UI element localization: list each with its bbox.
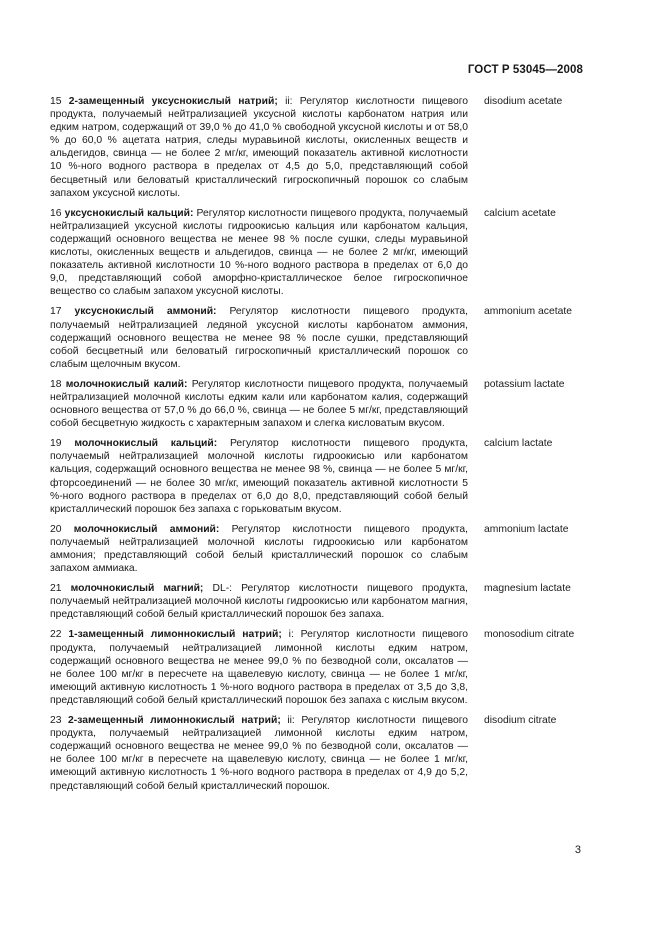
term-name: уксуснокислый аммоний: xyxy=(74,306,217,318)
term-name: 2-замещенный лимоннокислый натрий; xyxy=(68,715,281,727)
term-list xyxy=(50,95,590,800)
definition-text: Регулятор кислотности пищевого продукта, получаемый нейтрализацией молочной кислоты гидроокисью или карбонатом аммония; представляющий собой белый кристаллический порошок со слабым запахом аммиака. xyxy=(50,523,468,575)
english-equivalent: ammonium acetate xyxy=(484,306,572,318)
term-name: молочнокислый аммоний: xyxy=(73,523,220,535)
english-equivalent: calcium lactate xyxy=(484,438,553,450)
term-definition xyxy=(50,207,468,299)
definition-text: DL-: Регулятор кислотности пищевого продукта, получаемый нейтрализацией молочной кислоты гидроокисью или карбонатом магния, представляющий собой белый кристаллический порошок без запаха. xyxy=(50,583,468,621)
definition-text: Регулятор кислотности пищевого продукта, получаемый нейтрализацией молочной кислоты гидроокисью или карбонатом кальция, содержащий основного вещества не менее 98 %, свинца — не более 5 мг/кг, фторсоединений — не более 30 мг/кг, имеющий показатель активной кислотности 5 %-ного водного раствора в пределах от 6,0 до 8,0, представляющий собой белый кристаллический порошок без запаха с горьковатым вкусом. xyxy=(50,438,469,515)
term-number: 23 xyxy=(50,715,62,727)
term-entry xyxy=(50,305,590,370)
definition-text: ii: Регулятор кислотности пищевого продукта, получаемый нейтрализацией лимонной кислоты едким натром, содержащий основного вещества не менее 99,0 % по безводной соли, оксалатов — не более 100 мг/кг в пересчете на щавелевую кислоту, свинца — не более 1 мг/кг, имеющий активную кислотность 1 %-ного водного раствора в пределах от 4,9 до 5,2, представляющий собой белый кристаллический порошок. xyxy=(50,715,469,792)
term-name: молочнокислый магний; xyxy=(70,583,204,595)
definition-text: Регулятор кислотности пищевого продукта, получаемый нейтрализацией уксусной кислоты гидроокисью кальция или карбонатом кальция, содержащий основного вещества не менее 98 % после сушки, следы муравьиной кислоты, окисленных веществ и альдегидов, свинца — не более 2 мг/кг, имеющий показатель активной кислотности 10 %-ного водного раствора в пределах от 6,0 до 9,0, представляющий собой аморфно-кристаллическое белое гигроскопичное вещество со слабым запахом уксусной кислоты. xyxy=(50,207,469,298)
term-name: 1-замещенный лимоннокислый натрий; xyxy=(68,629,282,641)
term-definition xyxy=(50,714,468,793)
english-equivalent: calcium acetate xyxy=(484,207,556,219)
term-number: 16 xyxy=(50,207,62,219)
term-number: 18 xyxy=(50,378,62,390)
term-name: уксуснокислый кальций: xyxy=(64,207,194,219)
term-number: 21 xyxy=(50,583,62,595)
english-equivalent: magnesium lactate xyxy=(484,583,571,595)
term-definition xyxy=(50,378,468,430)
definition-text: ii: Регулятор кислотности пищевого продукта, получаемый нейтрализацией уксусной кислоты карбонатом натрия или едким натром, содержащий от 39,0 % до 41,0 % свободной уксусной кислоты и от 58,0 % до 60,0 % ацетата натрия, следы муравьиной кислоты, окисленных веществ и альдегидов, свинца — не более 2 мг/кг, имеющий показатель активной кислотности 10 %-ного водного раствора в пределах от 4,5 до 5,0, представляющий собой бесцветный или беловатый кристаллический гигроскопичный порошок со слабым запахом уксусной кислоты. xyxy=(50,96,468,199)
term-entry xyxy=(50,628,590,707)
term-entry xyxy=(50,207,590,299)
term-number: 15 xyxy=(50,96,62,107)
term-number: 17 xyxy=(50,306,62,318)
term-entry xyxy=(50,714,590,793)
term-entry xyxy=(50,437,590,516)
english-equivalent: disodium citrate xyxy=(484,715,557,727)
term-number: 22 xyxy=(50,629,62,641)
term-definition xyxy=(50,628,468,707)
term-entry xyxy=(50,523,590,575)
document-header: ГОСТ Р 53045—2008 xyxy=(467,64,583,76)
definition-text: i: Регулятор кислотности пищевого продукта, получаемый нейтрализацией лимонной кислоты едким натром, содержащий основного вещества не менее 99,0 % по безводной соли, оксалатов — не более 100 мг/кг в пересчете на щавелевую кислоту, свинца — не более 1 мг/кг, имеющий активную кислотность 1 %-ного водного раствора в пределах от 3,5 до 3,8, представляющий собой белый кристаллический порошок без запаха с кислым вкусом. xyxy=(50,629,469,706)
definition-text: Регулятор кислотности пищевого продукта, получаемый нейтрализацией молочной кислоты едким кали или карбонатом калия, содержащий основного вещества от 57,0 % до 66,0 %, свинца — не более 5 мг/кг, представляющий собой бесцветную жидкость с характерным запахом и слегка кисловатым вкусом. xyxy=(50,378,469,430)
term-definition xyxy=(50,95,468,200)
english-equivalent: potassium lactate xyxy=(484,378,565,390)
term-definition xyxy=(50,305,468,370)
term-definition xyxy=(50,437,468,516)
term-number: 19 xyxy=(50,438,62,450)
term-number: 20 xyxy=(50,523,62,535)
definition-text: Регулятор кислотности пищевого продукта, получаемый нейтрализацией ледяной уксусной кислоты карбонатом аммония, содержащий основного вещества не менее 98 % после сушки, представляющий собой бесцветный или беловатый гигроскопичный кристаллический порошок со слабым щелочным вкусом. xyxy=(50,306,469,370)
term-definition xyxy=(50,523,468,575)
english-equivalent: ammonium lactate xyxy=(484,523,569,535)
term-entry xyxy=(50,378,590,430)
term-name: 2-замещенный уксуснокислый натрий; xyxy=(68,96,278,107)
term-entry xyxy=(50,582,590,621)
term-name: молочнокислый кальций: xyxy=(74,438,218,450)
page-number: 3 xyxy=(574,844,581,856)
english-equivalent: disodium acetate xyxy=(484,96,563,107)
term-definition xyxy=(50,582,468,621)
term-name: молочнокислый калий: xyxy=(65,378,188,390)
english-equivalent: monosodium citrate xyxy=(484,629,575,641)
term-entry xyxy=(50,95,590,200)
